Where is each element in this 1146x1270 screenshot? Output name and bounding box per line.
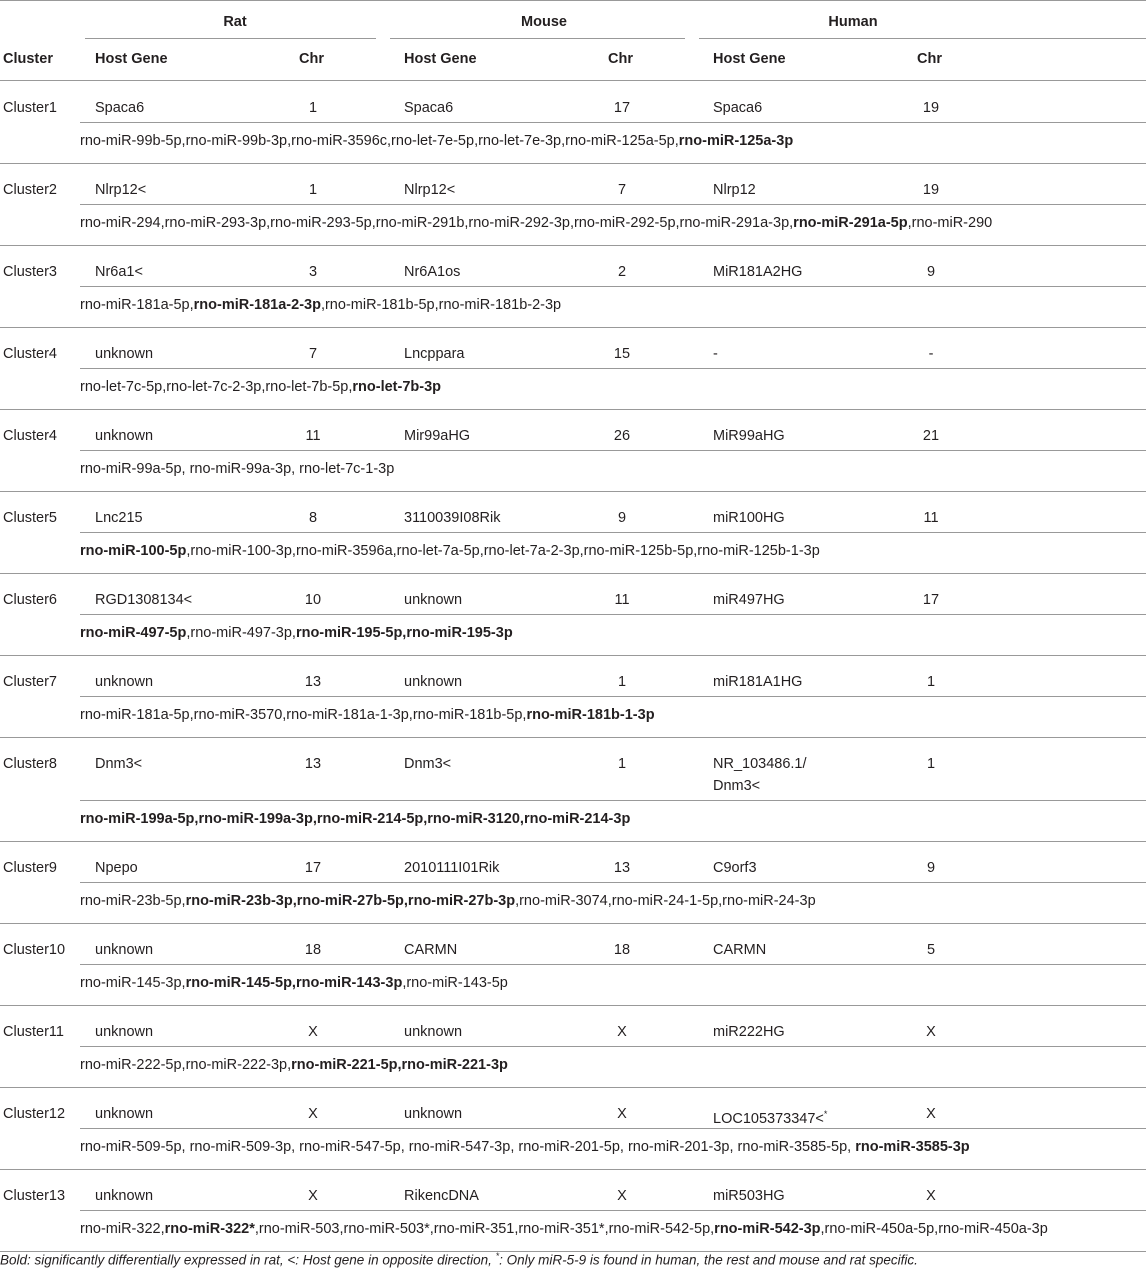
mouse-chr: 1 bbox=[617, 674, 627, 690]
rat-host-gene: unknown bbox=[95, 1106, 154, 1122]
rat-host-gene: Npepo bbox=[95, 860, 138, 876]
mirna-list bbox=[80, 297, 561, 313]
human-host-gene-text: LOC105373347< bbox=[713, 1110, 824, 1127]
mouse-chr: 9 bbox=[617, 510, 627, 526]
rat-chr: X bbox=[308, 1106, 318, 1122]
mouse-chr: 1 bbox=[617, 756, 627, 772]
human-host-gene bbox=[713, 261, 802, 283]
mirna-text: ,rno-miR-100-3p,rno-miR-3596a,rno-let-7a-5p,rno-let-7a-2-3p,rno-miR-125b-5p,rno-miR-125b-1-3p bbox=[186, 543, 820, 559]
mirna-list bbox=[80, 625, 513, 641]
mirna-significant: rno-miR-542-3p bbox=[714, 1221, 821, 1237]
table-row bbox=[0, 328, 1146, 409]
mouse-host-gene: 2010111I01Rik bbox=[404, 860, 500, 876]
human-host-gene-text: - bbox=[713, 346, 718, 362]
footnote-sup: * bbox=[495, 1251, 500, 1261]
mirna-significant: rno-miR-3585-3p bbox=[855, 1139, 970, 1155]
mirna-text: ,rno-miR-3074,rno-miR-24-1-5p,rno-miR-24-3p bbox=[515, 893, 816, 909]
human-host-gene-text-2: Dnm3< bbox=[713, 778, 761, 794]
footnote-text-2: : Only miR-5-9 is found in human, the rest and mouse and rat specific. bbox=[499, 1252, 918, 1268]
mouse-host-gene: Spaca6 bbox=[404, 100, 454, 116]
cluster-name: Cluster11 bbox=[3, 1024, 64, 1040]
cluster-name: Cluster9 bbox=[3, 860, 57, 876]
mouse-host-gene: unknown bbox=[404, 592, 463, 608]
mirna-list bbox=[80, 133, 793, 149]
rat-host-gene: Lnc215 bbox=[95, 510, 143, 526]
rat-host-gene: Spaca6 bbox=[95, 100, 145, 116]
table-row bbox=[0, 492, 1146, 573]
human-host-gene-text: NR_103486.1/ bbox=[713, 756, 807, 772]
mouse-chr: 26 bbox=[613, 428, 631, 444]
mouse-host-gene: Mir99aHG bbox=[404, 428, 471, 444]
mirna-significant: rno-miR-125a-3p bbox=[678, 133, 794, 149]
rat-chr: 3 bbox=[308, 264, 318, 280]
human-chr: X bbox=[926, 1106, 936, 1122]
group-header-mouse: Mouse bbox=[521, 14, 567, 30]
human-host-gene bbox=[713, 1103, 827, 1130]
cluster-name: Cluster10 bbox=[3, 942, 66, 958]
rat-chr: 1 bbox=[308, 100, 318, 116]
mirna-list bbox=[80, 215, 992, 231]
cluster-name: Cluster5 bbox=[3, 510, 57, 526]
mirna-text: ,rno-miR-450a-5p,rno-miR-450a-3p bbox=[820, 1221, 1048, 1237]
human-host-gene bbox=[713, 343, 718, 365]
group-rule-mouse bbox=[390, 38, 685, 39]
rat-host-gene: unknown bbox=[95, 428, 154, 444]
mouse-host-gene: unknown bbox=[404, 1106, 463, 1122]
table-row bbox=[0, 924, 1146, 1005]
row-inner-rule bbox=[80, 1128, 1146, 1129]
mirna-significant: rno-miR-221-5p,rno-miR-221-3p bbox=[291, 1057, 508, 1073]
human-host-gene-text: miR100HG bbox=[713, 510, 785, 526]
rat-host-gene: Dnm3< bbox=[95, 756, 143, 772]
row-inner-rule bbox=[80, 1210, 1146, 1211]
mirna-significant: rno-miR-497-5p bbox=[80, 625, 187, 641]
mouse-host-gene: Nr6A1os bbox=[404, 264, 461, 280]
row-inner-rule bbox=[80, 368, 1146, 369]
group-header-rat: Rat bbox=[223, 14, 247, 30]
table-row bbox=[0, 738, 1146, 841]
mirna-significant: rno-miR-100-5p bbox=[80, 543, 187, 559]
mirna-list bbox=[80, 1139, 970, 1155]
mirna-significant: rno-miR-322* bbox=[164, 1221, 255, 1237]
human-chr: 21 bbox=[922, 428, 940, 444]
mirna-list bbox=[80, 543, 820, 559]
mirna-significant: rno-miR-181a-2-3p bbox=[193, 297, 321, 313]
row-inner-rule bbox=[80, 286, 1146, 287]
mouse-chr: 7 bbox=[617, 182, 627, 198]
rat-chr: 11 bbox=[305, 428, 321, 444]
table-row bbox=[0, 1170, 1146, 1251]
mirna-list bbox=[80, 379, 441, 395]
cluster-name: Cluster8 bbox=[3, 756, 57, 772]
row-inner-rule bbox=[80, 532, 1146, 533]
rat-host-gene: unknown bbox=[95, 942, 154, 958]
cluster-name: Cluster1 bbox=[3, 100, 57, 116]
human-chr: 11 bbox=[923, 510, 939, 526]
human-chr: 1 bbox=[926, 756, 936, 772]
rat-host-gene: unknown bbox=[95, 1024, 154, 1040]
rat-chr: 1 bbox=[308, 182, 318, 198]
row-inner-rule bbox=[80, 800, 1146, 801]
human-host-gene-text: Spaca6 bbox=[713, 100, 763, 116]
mirna-text: ,rno-miR-143-5p bbox=[402, 975, 508, 991]
cluster-name: Cluster6 bbox=[3, 592, 57, 608]
mirna-text: ,rno-miR-503,rno-miR-503*,rno-miR-351,rno-miR-351*,rno-miR-542-5p, bbox=[254, 1221, 715, 1237]
mirna-list bbox=[80, 1057, 508, 1073]
mouse-host-gene: Dnm3< bbox=[404, 756, 452, 772]
table-row bbox=[0, 1088, 1146, 1169]
rat-chr: X bbox=[308, 1188, 318, 1204]
human-chr: 19 bbox=[922, 182, 940, 198]
human-host-gene-text: miR181A1HG bbox=[713, 674, 803, 690]
rat-host-gene: Nr6a1< bbox=[95, 264, 143, 280]
human-host-gene bbox=[713, 671, 802, 693]
human-host-gene-text: miR503HG bbox=[713, 1188, 785, 1204]
mirna-text: rno-miR-222-5p,rno-miR-222-3p, bbox=[80, 1057, 292, 1073]
mouse-chr: X bbox=[617, 1188, 627, 1204]
mouse-chr: 18 bbox=[613, 942, 631, 958]
mouse-host-gene: Nlrp12< bbox=[404, 182, 456, 198]
row-inner-rule bbox=[80, 204, 1146, 205]
mirna-text: rno-miR-322, bbox=[80, 1221, 165, 1237]
footnote-text-1: Bold: significantly differentially expressed in rat, <: Host gene in opposite direction, bbox=[0, 1252, 496, 1268]
cluster-name: Cluster7 bbox=[3, 674, 57, 690]
mirna-text: rno-miR-294,rno-miR-293-3p,rno-miR-293-5p,rno-miR-291b,rno-miR-292-3p,rno-miR-292-5p,rno-miR-291a-3p, bbox=[80, 215, 794, 231]
table-row bbox=[0, 410, 1146, 491]
table-row bbox=[0, 656, 1146, 737]
row-inner-rule bbox=[80, 614, 1146, 615]
human-host-gene bbox=[713, 97, 762, 119]
cluster-name: Cluster2 bbox=[3, 182, 57, 198]
mouse-chr: X bbox=[617, 1024, 627, 1040]
human-host-gene bbox=[713, 857, 757, 879]
human-host-gene bbox=[713, 589, 785, 611]
col-header-human-host-gene: Host Gene bbox=[713, 51, 786, 67]
row-inner-rule bbox=[80, 1046, 1146, 1047]
human-host-gene-text: miR497HG bbox=[713, 592, 785, 608]
mirna-text: ,rno-miR-181b-5p,rno-miR-181b-2-3p bbox=[320, 297, 562, 313]
mirna-list bbox=[80, 461, 394, 477]
mouse-host-gene: Lncppara bbox=[404, 346, 465, 362]
col-header-cluster: Cluster bbox=[3, 51, 53, 67]
rat-host-gene: Nlrp12< bbox=[95, 182, 147, 198]
human-chr: - bbox=[928, 346, 934, 362]
mirna-text: ,rno-miR-497-3p, bbox=[186, 625, 296, 641]
rat-chr: 13 bbox=[304, 756, 322, 772]
mirna-text: ,rno-miR-290 bbox=[907, 215, 993, 231]
mouse-chr: 2 bbox=[617, 264, 627, 280]
group-header-human: Human bbox=[828, 14, 878, 30]
mouse-chr: 15 bbox=[613, 346, 631, 362]
rat-chr: 7 bbox=[308, 346, 318, 362]
mirna-significant: rno-miR-291a-5p bbox=[793, 215, 908, 231]
mirna-text: rno-let-7c-5p,rno-let-7c-2-3p,rno-let-7b-5p, bbox=[80, 379, 353, 395]
mirna-significant: rno-miR-145-5p,rno-miR-143-3p bbox=[185, 975, 403, 991]
col-header-mouse-chr: Chr bbox=[608, 51, 633, 67]
cluster-name: Cluster12 bbox=[3, 1106, 66, 1122]
row-inner-rule bbox=[80, 882, 1146, 883]
rat-chr: X bbox=[308, 1024, 318, 1040]
human-chr: 9 bbox=[926, 860, 936, 876]
mirna-text: rno-miR-509-5p, rno-miR-509-3p, rno-miR-547-5p, rno-miR-547-3p, rno-miR-201-5p, rno-miR-201-3p, rno-miR-3585-5p, bbox=[80, 1139, 856, 1155]
table-row bbox=[0, 246, 1146, 327]
human-chr: 19 bbox=[922, 100, 940, 116]
human-host-gene bbox=[713, 1185, 785, 1207]
mirna-list bbox=[80, 811, 630, 827]
mirna-significant: rno-miR-195-5p,rno-miR-195-3p bbox=[295, 625, 513, 641]
rat-chr: 18 bbox=[304, 942, 322, 958]
table-row bbox=[0, 1006, 1146, 1087]
human-host-gene bbox=[713, 1021, 785, 1043]
human-host-gene-text: MiR181A2HG bbox=[713, 264, 803, 280]
table-row bbox=[0, 574, 1146, 655]
rat-chr: 8 bbox=[308, 510, 318, 526]
mouse-chr: 17 bbox=[613, 100, 631, 116]
mirna-significant: rno-miR-199a-5p,rno-miR-199a-3p,rno-miR-214-5p,rno-miR-3120,rno-miR-214-3p bbox=[80, 811, 631, 827]
mouse-chr: X bbox=[617, 1106, 627, 1122]
human-host-gene bbox=[713, 939, 766, 961]
mirna-list bbox=[80, 707, 655, 723]
human-chr: 1 bbox=[926, 674, 936, 690]
col-header-rat-chr: Chr bbox=[299, 51, 324, 67]
row-inner-rule bbox=[80, 964, 1146, 965]
mouse-host-gene: CARMN bbox=[404, 942, 458, 958]
col-header-human-chr: Chr bbox=[917, 51, 942, 67]
mouse-chr: 11 bbox=[614, 592, 630, 608]
group-rule-rat bbox=[85, 38, 376, 39]
human-host-gene-text: Nlrp12 bbox=[713, 182, 756, 198]
rat-host-gene: unknown bbox=[95, 674, 154, 690]
mouse-host-gene: unknown bbox=[404, 1024, 463, 1040]
cluster-name: Cluster4 bbox=[3, 428, 57, 444]
human-host-gene-text: MiR99aHG bbox=[713, 428, 785, 444]
rat-chr: 17 bbox=[304, 860, 322, 876]
table-row bbox=[0, 82, 1146, 163]
human-chr: 5 bbox=[926, 942, 936, 958]
mouse-host-gene: unknown bbox=[404, 674, 463, 690]
human-chr: 17 bbox=[922, 592, 940, 608]
table-top-rule bbox=[0, 0, 1146, 1]
human-chr: X bbox=[926, 1188, 936, 1204]
cluster-name: Cluster13 bbox=[3, 1188, 66, 1204]
cluster-name: Cluster4 bbox=[3, 346, 57, 362]
rat-chr: 13 bbox=[304, 674, 322, 690]
mirna-text: rno-miR-99a-5p, rno-miR-99a-3p, rno-let-7c-1-3p bbox=[80, 461, 395, 477]
mirna-text: rno-miR-145-3p, bbox=[80, 975, 186, 991]
mirna-text: rno-miR-181a-5p,rno-miR-3570,rno-miR-181a-1-3p,rno-miR-181b-5p, bbox=[80, 707, 527, 723]
col-header-rat-host-gene: Host Gene bbox=[95, 51, 168, 67]
mirna-text: rno-miR-99b-5p,rno-miR-99b-3p,rno-miR-3596c,rno-let-7e-5p,rno-let-7e-3p,rno-miR-125a-5p, bbox=[80, 133, 679, 149]
mirna-significant: rno-miR-23b-3p,rno-miR-27b-5p,rno-miR-27b-3p bbox=[185, 893, 516, 909]
rat-chr: 10 bbox=[304, 592, 322, 608]
header-rule bbox=[0, 80, 1146, 81]
human-chr: X bbox=[926, 1024, 936, 1040]
human-host-gene-text: miR222HG bbox=[713, 1024, 785, 1040]
mirna-list bbox=[80, 975, 508, 991]
mouse-host-gene: RikencDNA bbox=[404, 1188, 479, 1204]
mirna-significant: rno-miR-181b-1-3p bbox=[526, 707, 655, 723]
rat-host-gene: unknown bbox=[95, 1188, 154, 1204]
row-inner-rule bbox=[80, 122, 1146, 123]
table-footnote bbox=[0, 1251, 918, 1268]
group-rule-human bbox=[699, 38, 1146, 39]
mirna-significant: rno-let-7b-3p bbox=[352, 379, 442, 395]
cluster-name: Cluster3 bbox=[3, 264, 57, 280]
row-inner-rule bbox=[80, 450, 1146, 451]
mirna-list bbox=[80, 893, 816, 909]
human-host-gene-footnote-mark: * bbox=[823, 1109, 828, 1119]
table-row bbox=[0, 842, 1146, 923]
rat-host-gene: RGD1308134< bbox=[95, 592, 193, 608]
table-row bbox=[0, 164, 1146, 245]
human-chr: 9 bbox=[926, 264, 936, 280]
human-host-gene-text: CARMN bbox=[713, 942, 767, 958]
human-host-gene bbox=[713, 507, 785, 529]
human-host-gene-text: C9orf3 bbox=[713, 860, 757, 876]
human-host-gene bbox=[713, 753, 807, 797]
human-host-gene bbox=[713, 179, 756, 201]
row-inner-rule bbox=[80, 696, 1146, 697]
mirna-text: rno-miR-23b-5p, bbox=[80, 893, 186, 909]
mirna-list bbox=[80, 1221, 1048, 1237]
mirna-text: rno-miR-181a-5p, bbox=[80, 297, 194, 313]
mouse-host-gene: 3110039I08Rik bbox=[404, 510, 501, 526]
human-host-gene bbox=[713, 425, 785, 447]
rat-host-gene: unknown bbox=[95, 346, 154, 362]
mouse-chr: 13 bbox=[613, 860, 631, 876]
col-header-mouse-host-gene: Host Gene bbox=[404, 51, 477, 67]
